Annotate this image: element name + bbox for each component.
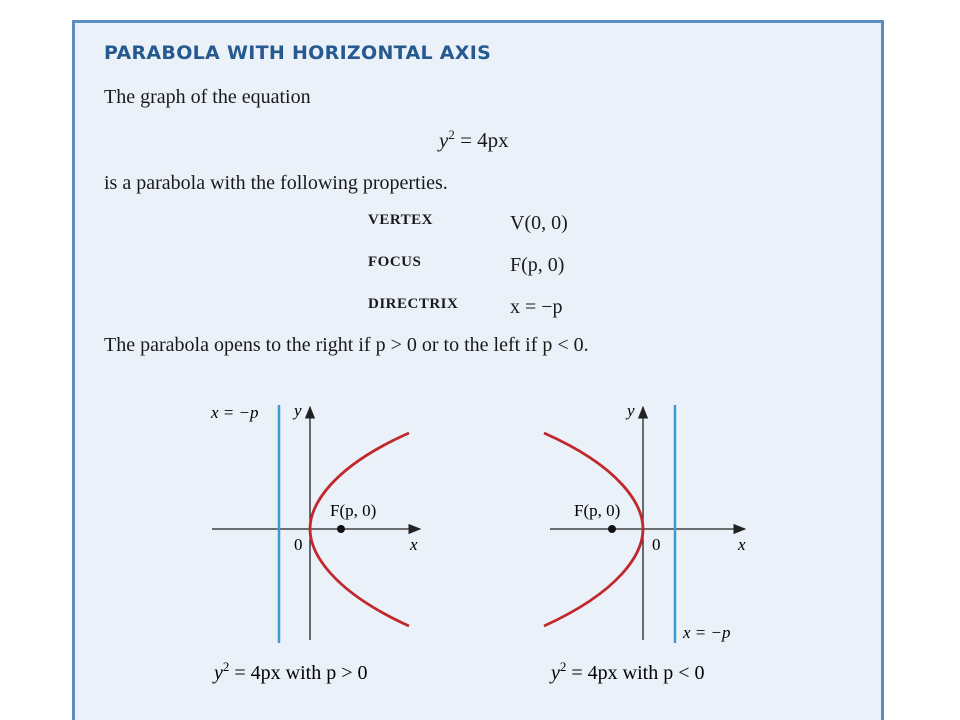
left-caption-lhs: y	[214, 662, 223, 684]
right-caption-lhs: y	[551, 662, 560, 684]
right-focus-point	[608, 525, 616, 533]
right-origin-label: 0	[652, 535, 661, 554]
focus-value: F(p, 0)	[510, 254, 565, 276]
right-caption	[549, 659, 705, 684]
graph-left-opening	[544, 401, 746, 684]
equation-rhs: = 4px	[454, 128, 509, 152]
left-focus-label: F(p, 0)	[330, 501, 377, 520]
vertex-value: V(0, 0)	[510, 212, 568, 234]
directrix-label: DIRECTRIX	[368, 296, 459, 312]
equation-exponent: 2	[448, 127, 455, 142]
vertex-label: VERTEX	[368, 212, 433, 228]
properties-intro: is a parabola with the following properties.	[104, 172, 448, 194]
left-caption-exp: 2	[222, 659, 230, 674]
left-origin-label: 0	[294, 535, 303, 554]
right-x-axis-label: x	[738, 535, 746, 554]
left-x-axis-label: x	[410, 535, 418, 554]
left-caption-rhs: = 4px with p > 0	[229, 662, 368, 684]
equation-lhs: y	[439, 128, 449, 152]
left-directrix-label: x = −p	[211, 403, 259, 422]
left-focus-point	[337, 525, 345, 533]
focus-label: FOCUS	[368, 254, 422, 270]
right-y-axis-label: y	[627, 401, 635, 420]
directrix-value: x = −p	[510, 296, 563, 318]
openings-text: The parabola opens to the right if p > 0 or to the left if p < 0.	[104, 334, 589, 356]
intro-text: The graph of the equation	[104, 86, 311, 108]
box-heading: PARABOLA WITH HORIZONTAL AXIS	[104, 42, 492, 64]
left-y-axis-label: y	[294, 401, 302, 420]
graph-right-opening	[210, 401, 420, 684]
right-directrix-label: x = −p	[683, 623, 731, 642]
right-focus-label: F(p, 0)	[574, 501, 621, 520]
right-caption-rhs: = 4px with p < 0	[566, 662, 705, 684]
left-caption	[212, 659, 368, 684]
right-caption-exp: 2	[559, 659, 567, 674]
